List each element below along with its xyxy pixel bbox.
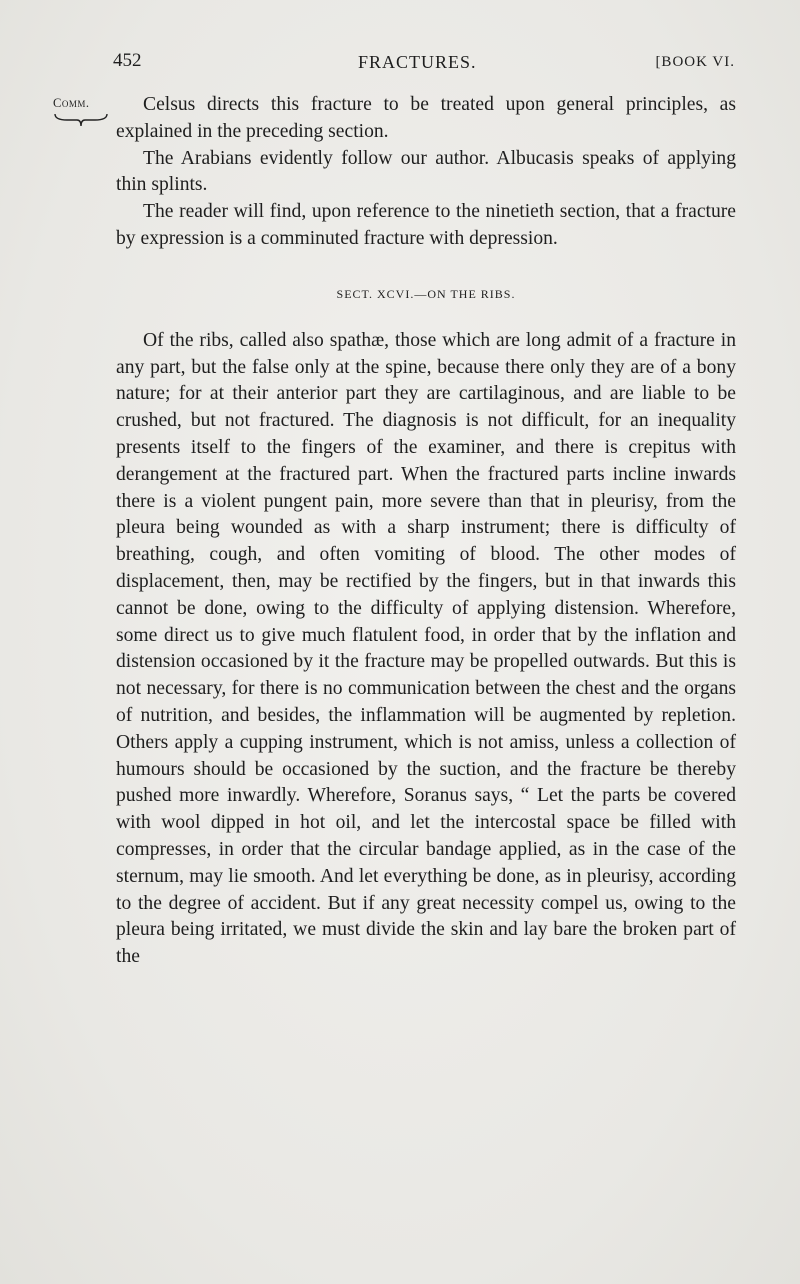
page-body — [116, 92, 736, 971]
section-heading: SECT. XCVI.—ON THE RIBS. — [336, 286, 516, 301]
paragraph-celsus: Celsus directs this fracture to be treated upon general principles, as explained in the preceding section. — [116, 94, 736, 142]
paragraph-reader: The reader will find, upon reference to the ninetieth section, that a fracture by expression is a comminuted fracture with depression. — [116, 201, 736, 249]
side-note: Comm. — [53, 96, 90, 110]
page-header — [113, 50, 735, 76]
book-reference: [BOOK VI. — [655, 54, 735, 70]
running-title: FRACTURES. — [358, 52, 477, 72]
paragraph-arabians: The Arabians evidently follow our author. Albucasis speaks of applying thin splints. — [116, 147, 736, 196]
page-number: 452 — [113, 50, 142, 71]
paragraph-ribs: Of the ribs, called also spathæ, those which are long admit of a fracture in any part, but the false only at the spine, because there only they are of a bony nature; for at their anterior part they are cartilaginous, and are liable to be crushed, but not fractured. The diagnosis is not difficult, for an inequality presents itself to the fingers of the examiner, and there is crepitus with derangement at the fractured part. When the fractured parts incline inwards there is a violent pungent pain, more severe than that in pleurisy, from the pleura being wounded as with a sharp instrument; there is difficulty of breathing, cough, and often vomiting of blood. The other modes of displacement, then, may be rectified by the fingers, but in that inwards this cannot be done, owing to the difficulty of applying distension. Wherefore, some direct us to give much flatulent food, in order that by the inflation and distension occasioned by it the fracture may be propelled outwards. But this is not necessary, for there is no communication between the chest and the organs of nutrition, and besides, the inflammation will be augmented by repletion. Others apply a cupping instrument, which is not amiss, unless a collection of humours should be occasioned by the suction, and the fracture be thereby pushed more inwardly. Wherefore, Soranus says, “ Let the parts be covered with wool dipped in hot oil, and let the intercostal space be filled with compresses, in order that the circular bandage applied, as in the case of the sternum, may lie smooth. And let everything be done, as in pleurisy, according to the degree of accident. But if any great necessity compel us, owing to the pleura being irritated, we must divide the skin and lay bare the broken part of the — [116, 329, 736, 968]
brace-mark — [53, 112, 109, 128]
